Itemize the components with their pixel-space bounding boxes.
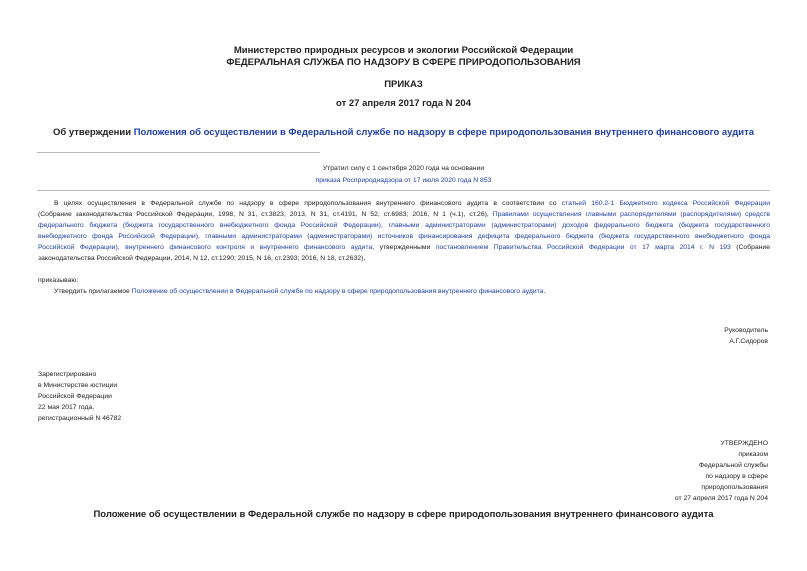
annex-title: Положение об осуществлении в Федеральной службе по надзору в сфере природопользования внутреннего финансового аудита (93, 509, 714, 520)
status-note: Утратил силу с 1 сентября 2020 года на основании (322, 165, 485, 172)
preamble-text-d: (Собрание (730, 244, 770, 251)
approve-text-a: Утвердить прилагаемое (54, 288, 132, 295)
preamble-text-a: В целях осуществления в Федеральной службе по надзору в сфере природопользования внутреннего финансового аудита в соответствии со (54, 200, 562, 207)
title-prefix: Об утверждении (52, 127, 134, 138)
registration-line: регистрационный N 46782 (38, 415, 122, 422)
order-word: приказываю: (38, 277, 79, 284)
approved-line: Федеральной службы (698, 462, 768, 469)
service-heading: ФЕДЕРАЛЬНАЯ СЛУЖБА ПО НАДЗОРУ В СФЕРЕ ПРИРОДОПОЛЬЗОВАНИЯ (226, 57, 581, 68)
rules-link-c[interactable]: внебюджетного фонда Российской Федерации), главными администраторами (администраторами) источников финансирования дефицита федерального бюджета (бюджета государственного внебюджетного фонда (38, 233, 770, 240)
title-link[interactable]: Положения об осуществлении в Федеральной службе по надзору в сфере природопользования внутреннего финансового аудита (133, 127, 755, 138)
registration-line: в Министерстве юстиции (38, 382, 118, 389)
preamble-paragraph (38, 198, 770, 264)
preamble-text-c: , утвержденными (372, 244, 436, 251)
doc-type: ПРИКАЗ (384, 79, 423, 90)
status-link-line (0, 175, 807, 186)
top-divider (37, 152, 320, 153)
preamble-text-b: (Собрание законодательства Российской Федерации, 1998, N 31, ст.3823; 2013, N 31, ст.4191, N 52, ст.6983; 2016, N 1 (ч.1), ст.26), (38, 211, 493, 218)
rules-link-b[interactable]: федерального бюджета (бюджета государственного внебюджетного фонда Российской Федерации), главными администраторами (администраторами) доходов федерального бюджета (бюджета государственного (38, 222, 770, 229)
registration-line: Зарегистрировано (38, 371, 97, 378)
rules-link-a[interactable]: Правилами осуществления главными распорядителями (распорядителями) средств (492, 211, 771, 218)
signatory-role: Руководитель (724, 327, 768, 334)
status-divider (37, 190, 770, 191)
preamble-text-e: законодательства Российской Федерации, 2014, N 12, ст.1290; 2015, N 16, ст.2393; 2016, N 18, ст.2632), (38, 255, 366, 262)
registration-line: 22 мая 2017 года, (38, 404, 95, 411)
registration-line: Российской Федерации (38, 393, 112, 400)
rules-link-d[interactable]: Российской Федерации), внутреннего финансового контроля и внутреннего финансового аудита (38, 244, 373, 251)
document-title (0, 127, 807, 138)
approved-line: по надзору в сфере (705, 473, 768, 480)
approved-line: от 27 апреля 2017 года N 204 (674, 495, 768, 502)
ministry-heading: Министерство природных ресурсов и экологии Российской Федерации (233, 45, 574, 56)
approved-block (560, 438, 768, 504)
government-decree-link[interactable]: постановлением Правительства Российской Федерации от 17 марта 2014 г. N 193 (435, 244, 731, 251)
regulation-link[interactable]: Положение об осуществлении в Федеральной службе по надзору в сфере природопользования внутреннего финансового аудита (131, 288, 544, 295)
approved-line: приказом (738, 451, 768, 458)
repeal-order-link[interactable]: приказа Росприроднадзора от 17 июля 2020 года N 853 (315, 177, 492, 184)
budget-code-link[interactable]: статьей 160.2-1 Бюджетного кодекса Российской Федерации (561, 200, 770, 207)
doc-date: от 27 апреля 2017 года N 204 (336, 98, 471, 109)
registration-block (38, 369, 121, 424)
approve-text-b: . (543, 288, 546, 295)
approved-line: природопользования (701, 484, 768, 491)
approve-paragraph (54, 286, 545, 297)
signatory-name: А.Г.Сидоров (729, 338, 768, 345)
approved-line: УТВЕРЖДЕНО (720, 440, 768, 447)
